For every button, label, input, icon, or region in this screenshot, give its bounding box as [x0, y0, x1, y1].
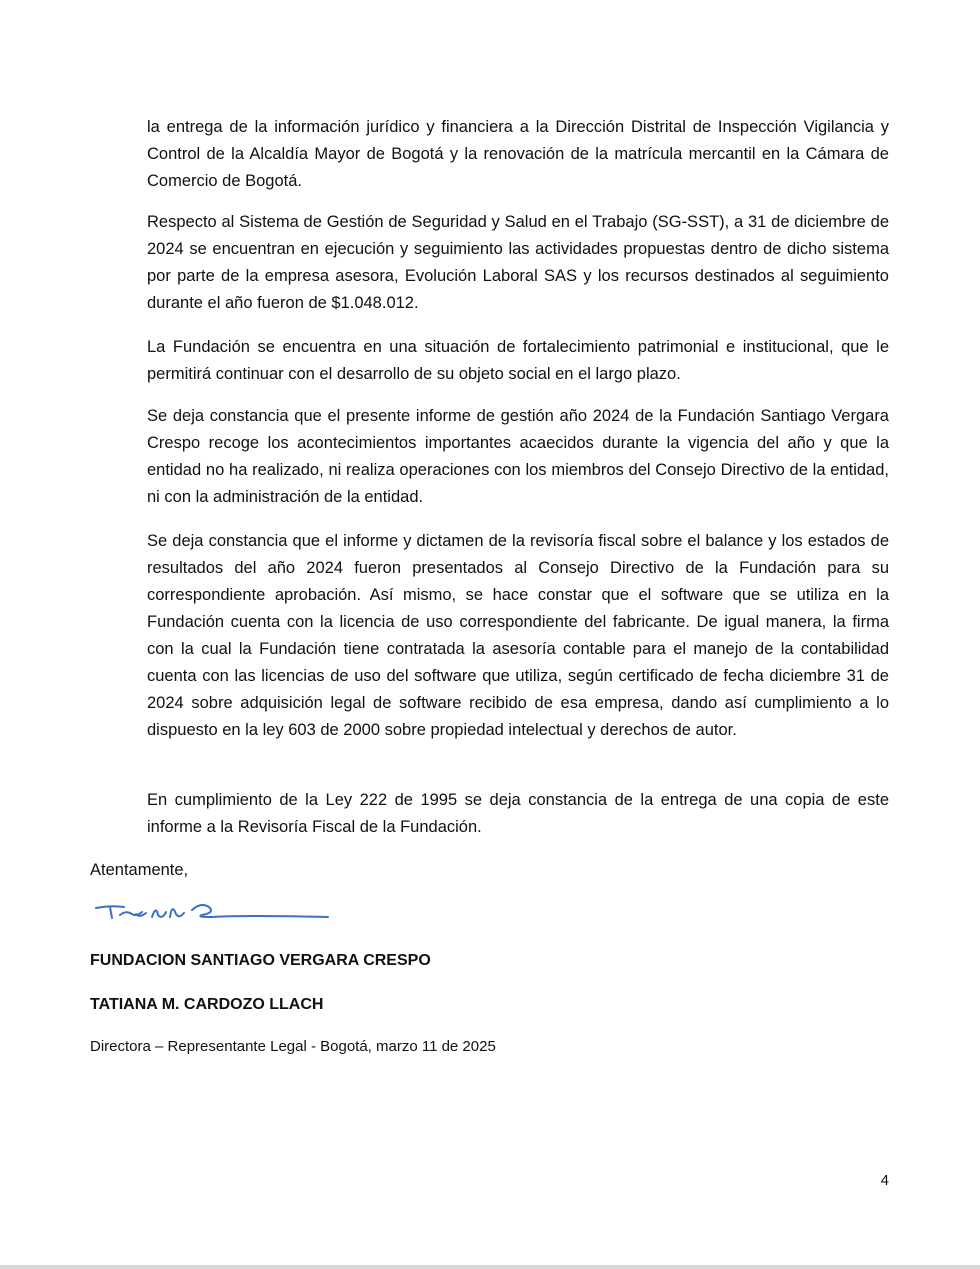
handwritten-signature: [92, 893, 332, 927]
page-number: 4: [880, 1172, 889, 1189]
paragraph-matricula: la entrega de la información jurídico y financiera a la Dirección Distrital de Inspección Vigilancia y Control de la Alcaldía Mayor de Bogotá y la renovación de la matrícula mercantil en la Cámara de Comercio de Bogotá.: [147, 118, 889, 190]
organization-name: FUNDACION SANTIAGO VERGARA CRESPO: [90, 952, 431, 969]
signer-role-date: Directora – Representante Legal - Bogotá, marzo 11 de 2025: [90, 1038, 496, 1055]
paragraph-informe-gestion: Se deja constancia que el presente informe de gestión año 2024 de la Fundación Santiago Vergara Crespo recoge los acontecimientos importantes acaecidos durante la vigencia del año y que la entidad no ha realizado, ni realiza operaciones con los miembros del Consejo Directivo de la entidad, ni con la administración de la entidad.: [147, 407, 889, 506]
salutation: Atentamente,: [90, 861, 189, 879]
page-bottom-edge: [0, 1265, 980, 1269]
paragraph-sg-sst: Respecto al Sistema de Gestión de Seguridad y Salud en el Trabajo (SG-SST), a 31 de diciembre de 2024 se encuentran en ejecución y seguimiento las actividades propuestas dentro de dicho sistema por parte de la empresa asesora, Evolución Laboral SAS y los recursos destinados al seguimiento durante el año fueron de $1.048.012.: [147, 213, 889, 312]
signer-name: TATIANA M. CARDOZO LLACH: [90, 996, 324, 1013]
paragraph-revisoria-software: Se deja constancia que el informe y dictamen de la revisoría fiscal sobre el balance y los estados de resultados del año 2024 fueron presentados al Consejo Directivo de la Fundación para su correspondiente aprobación. Así mismo, se hace constar que el software que se utiliza en la Fundación cuenta con la licencia de uso correspondiente del fabricante. De igual manera, la firma con la cual la Fundación tiene contratada la asesoría contable para el manejo de la contabilidad cuenta con las licencias de uso del software que utiliza, según certificado de fecha diciembre 31 de 2024 sobre adquisición legal de software recibido de esa empresa, dando así cumplimiento a lo dispuesto en la ley 603 de 2000 sobre propiedad intelectual y derechos de autor.: [147, 532, 889, 739]
paragraph-fortalecimiento: La Fundación se encuentra en una situación de fortalecimiento patrimonial e institucional, que le permitirá continuar con el desarrollo de su objeto social en el largo plazo.: [147, 338, 889, 383]
paragraph-ley-222: En cumplimiento de la Ley 222 de 1995 se deja constancia de la entrega de una copia de este informe a la Revisoría Fiscal de la Fundación.: [147, 791, 889, 836]
